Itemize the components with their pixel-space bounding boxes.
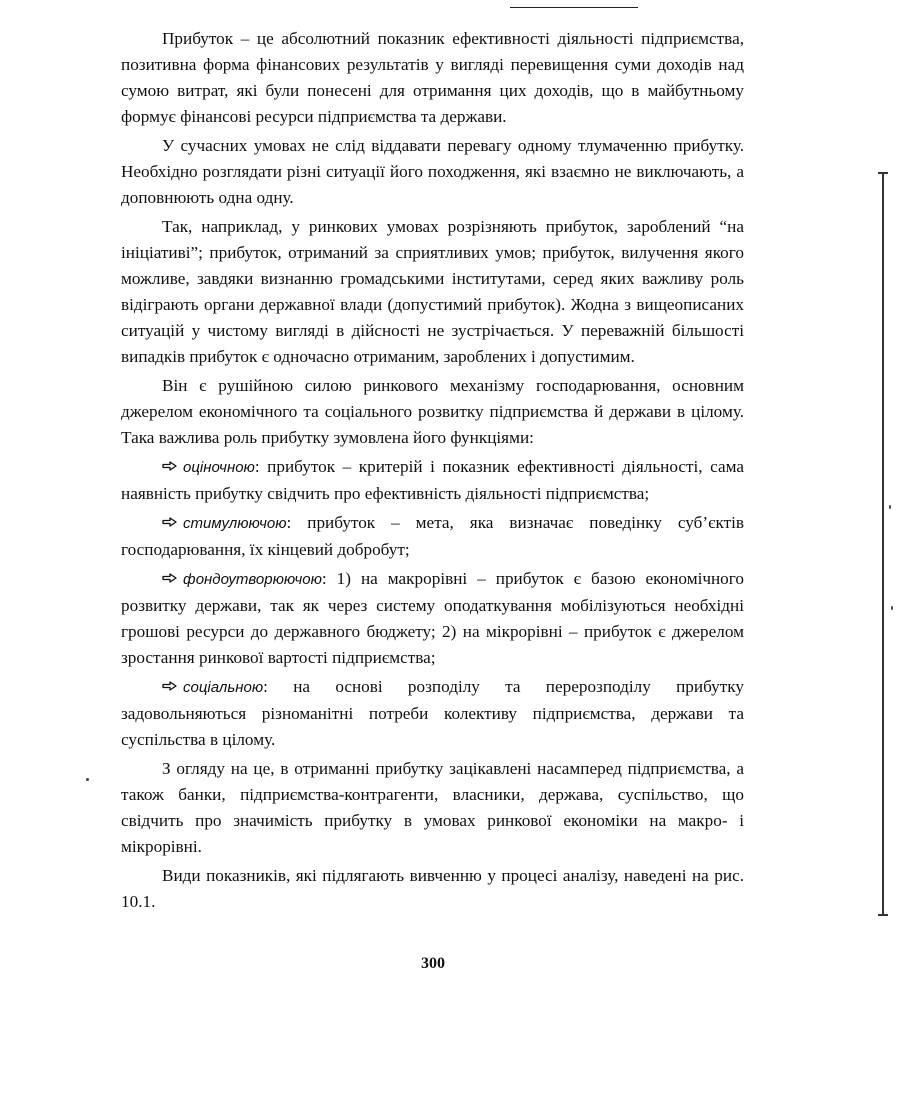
paragraph-stakeholders: З огляду на це, в отриманні прибутку зацікавлені насамперед підприємства, а також банки, підприємства-контрагенти, власники, держава, суспільство, що свідчить про значимість прибутку в умовах ринкової економіки на макро- і мікрорівні. bbox=[121, 759, 744, 856]
binding-edge-bottom bbox=[878, 914, 888, 916]
function-description: : прибуток – критерій і показник ефективності діяльності, сама наявність прибутку свідчить про ефективність діяльності підприємства; bbox=[121, 457, 744, 503]
function-description: : на основі розподілу та перерозподілу прибутку задовольняються різноманітні потреби колективу підприємства, держави та суспільства в цілому. bbox=[121, 677, 744, 749]
page-body bbox=[121, 26, 744, 918]
outline-right-arrow-icon bbox=[162, 573, 177, 583]
binding-edge-line bbox=[882, 172, 884, 916]
paragraph-figure-reference: Види показників, які підлягають вивченню у процесі аналізу, наведені на рис. 10.1. bbox=[121, 866, 744, 911]
outline-right-arrow-icon bbox=[162, 517, 177, 527]
outline-right-arrow-icon bbox=[162, 461, 177, 471]
paragraph-profit-definition: Прибуток – це абсолютний показник ефективності діяльності підприємства, позитивна форма фінансових результатів у вигляді перевищення суми доходів над сумою витрат, які були понесені для отримання цих доходів, що в майбутньому формує фінансові ресурси підприємства та держави. bbox=[121, 29, 744, 126]
function-item-stimulating bbox=[121, 510, 744, 563]
function-term: стимулюючою bbox=[183, 515, 287, 532]
function-description: : 1) на макрорівні – прибуток є базою економічного розвитку держави, так як через систему оподаткування мобілізуються необхідні грошові ресурси до державного бюджету; 2) на мікрорівні – прибуток є джерелом зростання ринкової вартості підприємства; bbox=[121, 569, 744, 667]
outline-right-arrow-icon bbox=[162, 681, 177, 691]
paragraph-interpretations: У сучасних умовах не слід віддавати перевагу одному тлумаченню прибутку. Необхідно розглядати різні ситуації його походження, які взаємно не виключають, а доповнюють одна одну. bbox=[121, 136, 744, 207]
function-item-fund-forming bbox=[121, 566, 744, 671]
page-number: 300 bbox=[421, 955, 445, 972]
function-term: оціночною bbox=[183, 459, 255, 476]
function-description: : прибуток – мета, яка визначає поведінку суб’єктів господарювання, їх кінцевий добробут; bbox=[121, 513, 744, 559]
scan-speck bbox=[889, 505, 891, 509]
function-term: фондоутворюючою bbox=[183, 571, 322, 588]
function-term: соціальною bbox=[183, 679, 264, 696]
paragraph-market-conditions: Так, наприклад, у ринкових умовах розрізняють прибуток, зароблений “на ініціативі”; прибуток, отриманий за сприятливих умов; прибуток, вилучення якого можливе, завдяки визнанню громадськими інститутами, серед яких важливу роль відіграють органи державної влади (допустимий прибуток). Жодна з вищеописаних ситуацій у чистому вигляді в дійсності не зустрічається. У переважній більшості випадків прибуток є одночасно отриманим, зароблених і допустимим. bbox=[121, 217, 744, 366]
top-rule bbox=[510, 7, 638, 8]
scan-speck bbox=[891, 606, 893, 610]
scan-speck bbox=[86, 778, 89, 781]
function-item-evaluative bbox=[121, 454, 744, 507]
paragraph-driving-force: Він є рушійною силою ринкового механізму господарювання, основним джерелом економічного та соціального розвитку підприємства й держави в цілому. Така важлива роль прибутку зумовлена його функціями: bbox=[121, 376, 744, 447]
function-item-social bbox=[121, 674, 744, 753]
